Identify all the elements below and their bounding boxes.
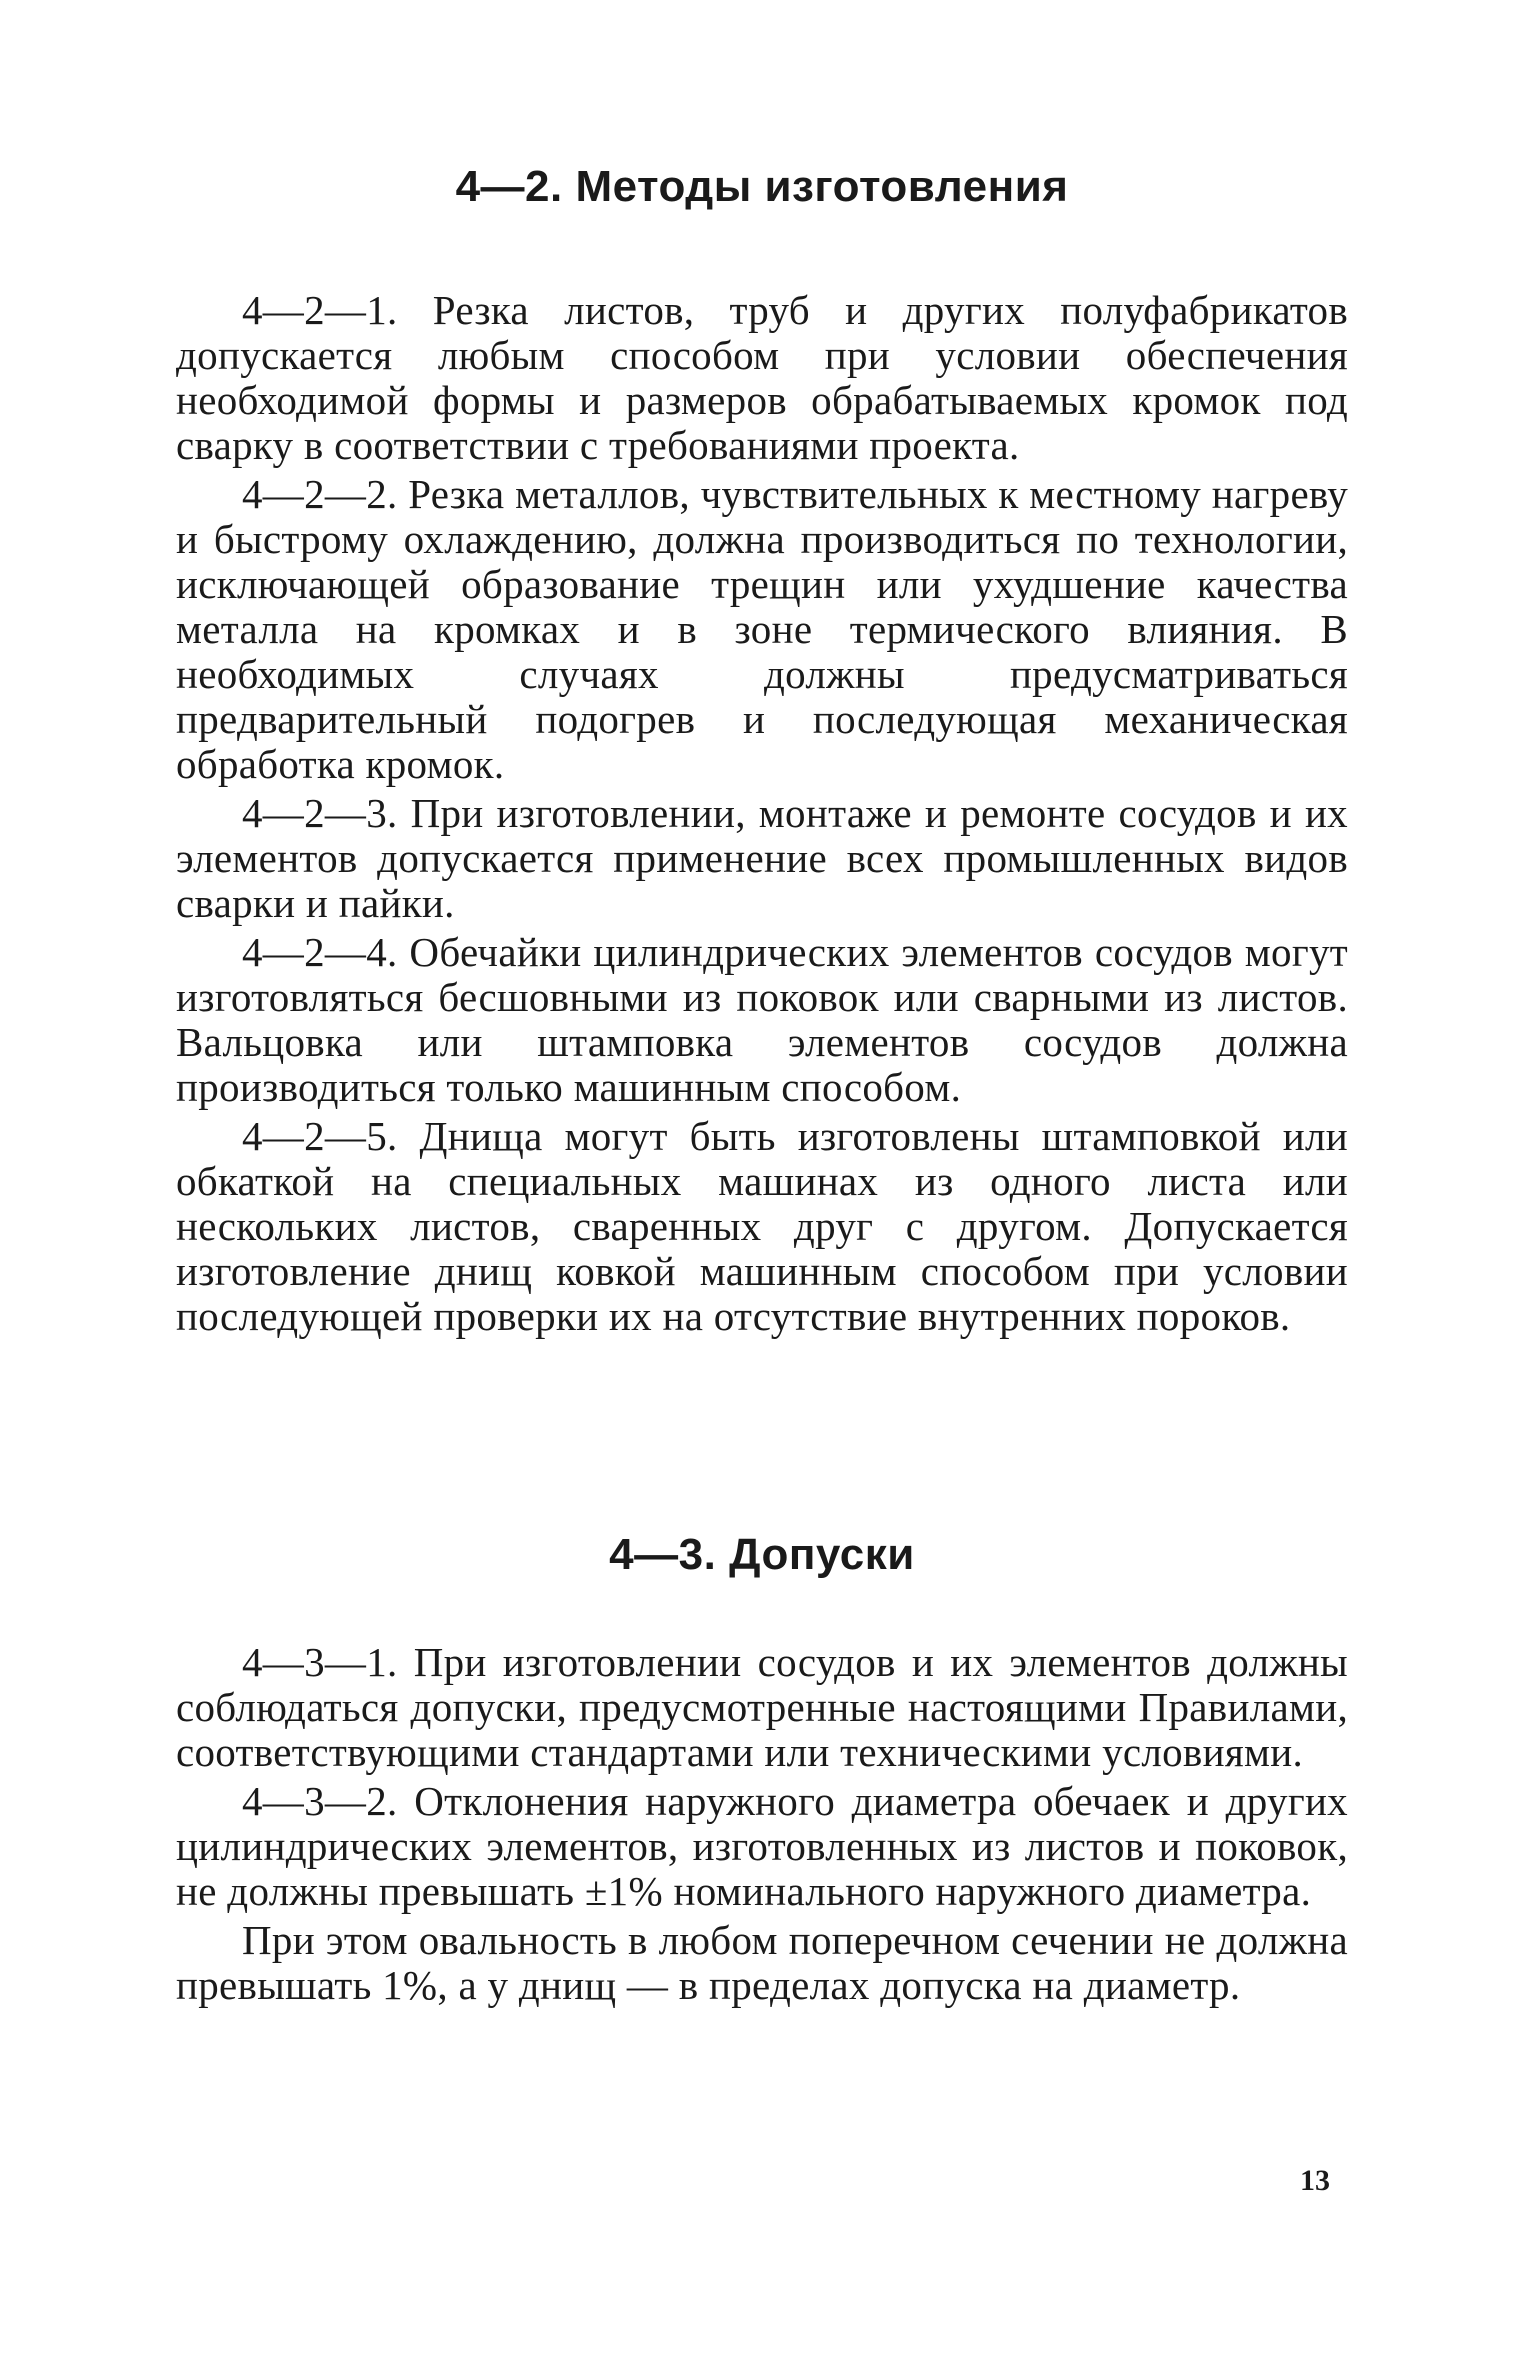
section-heading-tolerances: 4—3. Допуски	[609, 1530, 915, 1579]
paragraph-4-2-1: 4—2—1. Резка листов, труб и других полуфабрикатов допускается любым способом при условии обеспечения необходимой формы и размеров обрабатываемых кромок под сварку в соответствии с требованиями проекта.	[176, 287, 1348, 468]
document-page	[176, 0, 1348, 2362]
paragraph-ovality: При этом овальность в любом поперечном сечении не должна превышать 1%, а у днищ — в пределах допуска на диаметр.	[176, 1917, 1348, 2008]
section-methods-body	[176, 288, 1348, 1343]
paragraph-4-2-4: 4—2—4. Обечайки цилиндрических элементов сосудов могут изготовляться бесшовными из поковок или сварными из листов. Вальцовка или штамповка элементов сосудов должна производиться только машинным способом.	[176, 929, 1348, 1110]
paragraph-4-2-5: 4—2—5. Днища могут быть изготовлены штамповкой или обкаткой на специальных машинах из одного листа или нескольких листов, сваренных друг с другом. Допускается изготовление днищ ковкой машинным способом при условии последующей проверки их на отсутствие внутренних пороков.	[176, 1113, 1348, 1339]
page-number: 13	[1300, 2164, 1330, 2197]
section-heading-methods: 4—2. Методы изготовления	[455, 162, 1069, 211]
paragraph-4-3-1: 4—3—1. При изготовлении сосудов и их элементов должны соблюдаться допуски, предусмотренные настоящими Правилами, соответствующими стандартами или техническими условиями.	[176, 1639, 1348, 1775]
paragraph-4-2-3: 4—2—3. При изготовлении, монтаже и ремонте сосудов и их элементов допускается применение всех промышленных видов сварки и пайки.	[176, 790, 1348, 926]
section-tolerances-body	[176, 1640, 1348, 2012]
paragraph-4-2-2: 4—2—2. Резка металлов, чувствительных к местному нагреву и быстрому охлаждению, должна производиться по технологии, исключающей образование трещин или ухудшение качества металла на кромках и в зоне термического влияния. В необходимых случаях должны предусматриваться предварительный подогрев и последующая механическая обработка кромок.	[176, 471, 1348, 787]
paragraph-4-3-2: 4—3—2. Отклонения наружного диаметра обечаек и других цилиндрических элементов, изготовленных из листов и поковок, не должны превышать ±1% номинального наружного диаметра.	[176, 1778, 1348, 1914]
